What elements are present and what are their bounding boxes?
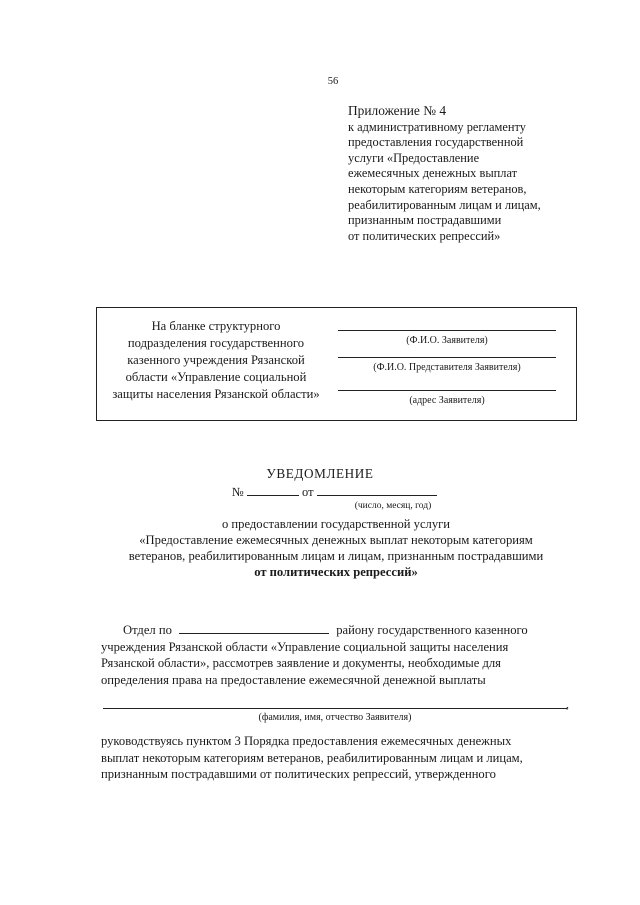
service-name-line: от политических репрессий» (254, 565, 418, 579)
letterhead-line: защиты населения Рязанской области» (112, 387, 320, 401)
paragraph-line: определения права на предоставление ежемесячной денежной выплаты (101, 672, 486, 687)
paragraph-line (101, 622, 575, 639)
paragraph-line: Рязанской области», рассмотрев заявление и документы, необходимые для (101, 656, 501, 670)
notice-about-line: о предоставлении государственной услуги (221, 517, 451, 531)
page-number: 56 (327, 76, 339, 87)
applicant-address-caption: (адрес Заявителя) (409, 395, 485, 406)
paragraph-line: выплат некоторым категориям ветеранов, реабилитированным лицам и лицам, (101, 750, 523, 765)
number-blank[interactable] (247, 485, 299, 496)
notice-title: УВЕДОМЛЕНИЕ (266, 466, 374, 481)
applicant-fio-blank[interactable] (103, 708, 567, 709)
applicant-address-field[interactable] (338, 390, 556, 407)
service-name-line: «Предоставление ежемесячных денежных выплат некоторым категориям (139, 533, 533, 547)
appendix-line: от политических репрессий» (348, 228, 501, 243)
appendix-line: некоторым категориям ветеранов, (348, 181, 527, 196)
appendix-heading: Приложение № 4 (348, 103, 447, 118)
appendix-line: к административному регламенту (348, 119, 526, 134)
representative-name-caption: (Ф.И.О. Представителя Заявителя) (373, 362, 521, 373)
letterhead-line: подразделения государственного (127, 336, 305, 350)
notice-subject (96, 516, 576, 580)
paragraph-line: руководствуясь пунктом 3 Порядка предоставления ежемесячных денежных (101, 734, 512, 748)
body-paragraph-2 (101, 733, 575, 783)
letterhead-line: казенного учреждения Рязанской (127, 353, 305, 367)
body-paragraph-1 (101, 622, 575, 688)
notice-number-line (232, 485, 452, 500)
department-prefix: Отдел по (123, 623, 172, 637)
date-blank[interactable] (317, 485, 437, 496)
appendix-line: ежемесячных денежных выплат (348, 166, 518, 181)
appendix-note (348, 103, 588, 244)
district-blank[interactable] (179, 623, 329, 634)
applicant-fio-caption: (фамилия, имя, отчество Заявителя) (258, 712, 412, 723)
paragraph-line: учреждения Рязанской области «Управление социальной защиты населения (101, 639, 509, 654)
representative-name-field[interactable] (338, 357, 556, 374)
appendix-line: признанным пострадавшими (348, 213, 502, 228)
applicant-name-rule (338, 330, 556, 331)
letterhead-line: На бланке структурного (151, 319, 281, 333)
number-label: № (232, 485, 244, 499)
applicant-name-field[interactable] (338, 330, 556, 347)
applicant-address-rule (338, 390, 556, 391)
appendix-line: услуги «Предоставление (348, 150, 480, 165)
fio-comma: , (566, 697, 569, 711)
applicant-name-caption: (Ф.И.О. Заявителя) (406, 335, 488, 346)
appendix-line: предоставления государственной (348, 135, 524, 150)
letterhead-line: области «Управление социальной (125, 370, 307, 384)
paragraph-line: признанным пострадавшими от политических репрессий, утвержденного (101, 767, 496, 781)
department-suffix: району государственного казенного (336, 623, 528, 637)
date-caption: (число, месяц, год) (354, 501, 432, 511)
letterhead-text (100, 318, 332, 403)
service-name-line: ветеранов, реабилитированным лицам и лицам, признанным пострадавшими (128, 549, 544, 563)
appendix-line: реабилитированным лицам и лицам, (348, 197, 541, 212)
from-label: от (302, 485, 314, 499)
representative-name-rule (338, 357, 556, 358)
